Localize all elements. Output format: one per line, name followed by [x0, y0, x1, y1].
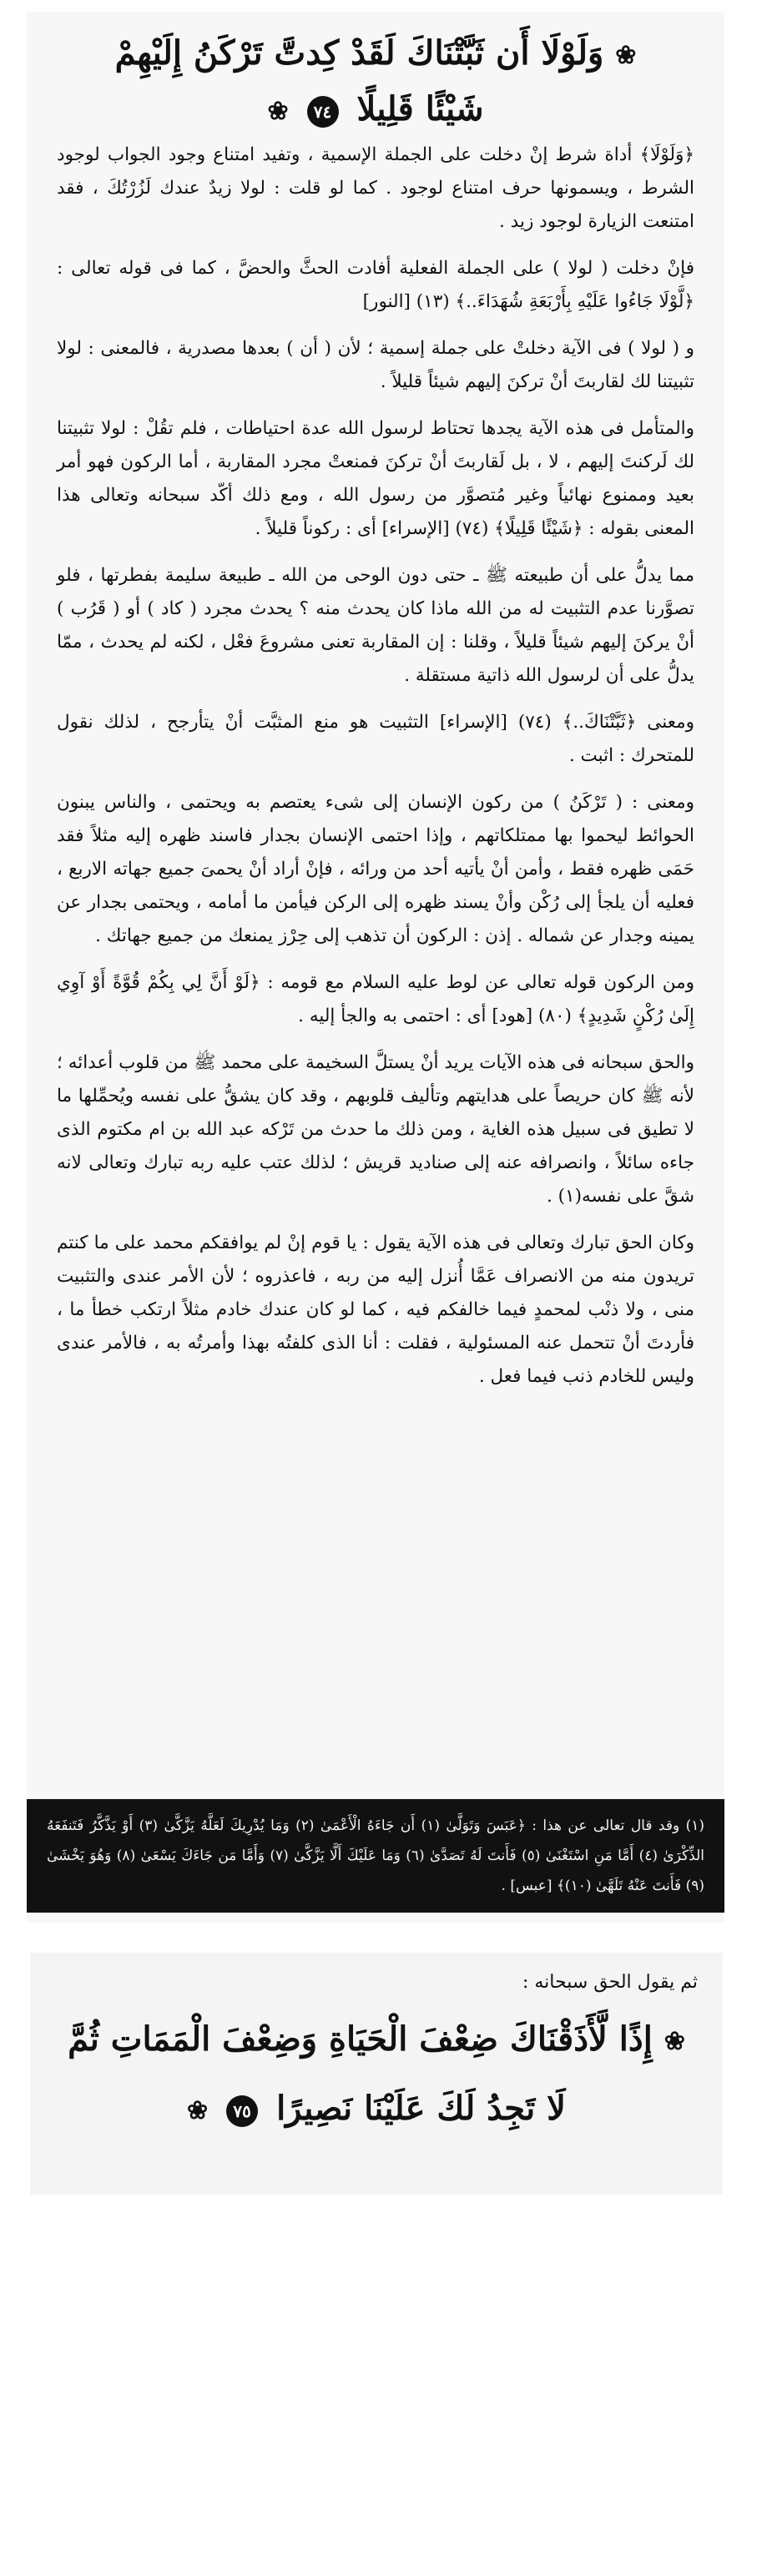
paragraph: فإنْ دخلت ( لولا ) على الجملة الفعلية أفادت الحثَّ والحضَّ ، كما فى قوله تعالى : ﴿لَّوْلَا جَاءُوا عَلَيْهِ بِأَرْبَعَةِ شُهَدَاءَ..﴾ (١٣) [النور] — [57, 258, 694, 312]
verse-heading-line1 — [57, 27, 694, 83]
next-verse-text: إِذًا لَّأَذَقْنَاكَ ضِعْفَ الْحَيَاةِ وَضِعْفَ الْمَمَاتِ ثُمَّ — [68, 2019, 653, 2059]
verse-heading-text-2: شَيْئًا قَلِيلًا — [356, 89, 484, 129]
next-verse-text-2: لَا تَجِدُ لَكَ عَلَيْنَا نَصِيرًا — [276, 2089, 566, 2128]
verse-ornament-icon: ❀ — [615, 41, 637, 70]
verse-ornament-end-icon: ❀ — [267, 97, 289, 126]
next-verse-line1 — [55, 2006, 698, 2075]
next-verse-number-badge: ٧٥ — [226, 2095, 258, 2127]
next-verse-ornament-end-icon: ❀ — [187, 2096, 209, 2125]
footnote-text: (١) وقد قال تعالى عن هذا : ﴿عَبَسَ وَتَوَلَّىٰ (١) أَن جَاءَهُ الْأَعْمَىٰ (٢) وَمَا يُدْرِيكَ لَعَلَّهُ يَزَّكَّىٰ (٣) أَوْ يَذَّكَّرُ فَتَنفَعَهُ الذِّكْرَىٰ (٤) أَمَّا مَنِ اسْتَغْنَىٰ (٥) فَأَنتَ لَهُ تَصَدَّىٰ (٦) وَمَا عَلَيْكَ أَلَّا يَزَّكَّىٰ (٧) وَأَمَّا مَن جَاءَكَ يَسْعَىٰ (٨) وَهُوَ يَخْشَىٰ (٩) فَأَنتَ عَنْهُ تَلَهَّىٰ (١٠)﴾ [عبس] . — [47, 1817, 704, 1894]
verse-heading-text: وَلَوْلَا أَن ثَبَّتْنَاكَ لَقَدْ كِدتَّ تَرْكَنُ إِلَيْهِمْ — [114, 33, 604, 73]
next-verse-box — [30, 1953, 723, 2195]
verse-heading-line2 — [57, 83, 694, 139]
next-verse-line2 — [55, 2075, 698, 2145]
verse-number-badge: ٧٤ — [307, 96, 339, 128]
paragraph: والحق سبحانه فى هذه الآيات يريد أنْ يستلَّ السخيمة على محمد ﷺ من قلوب أعدائه ؛ لأنه ﷺ كان حريصاً على هدايتهم وتأليف قلوبهم ، وقد كان يشقُّ على نفسه ويُحمِّلها ما لا تطيق فى سبيل هذه الغاية ، ومن ذلك ما حدث من تَرْكه عبد الله بن ام مكتوم الذى جاءه سائلاً ، وانصرافه عنه إلى صناديد قريش ؛ لذلك عتب عليه ربه تبارك وتعالى لانه شقَّ على نفسه(١) . — [57, 1052, 694, 1207]
paragraph: ومعنى : ( تَرْكَنُ ) من ركون الإنسان إلى شىء يعتصم به ويحتمى ، والناس يبنون الحوائط ليحموا بها ممتلكاتهم ، وإذا احتمى الإنسان بجدار فاسند ظهره إليه مثلاً فقد حَمَى ظهره فقط ، وأمن أنْ يأتيه أحد من ورائه ، فإنْ أراد أنْ يحمىَ جميع جهاته الاربع ، فعليه أن يلجأ إلى رُكْن وأنْ يسند ظهره إلى الركن فيأمن ما أمامه ، ويحتمى بجدار عن يمينه وجدار عن شماله . إذن : الركون أن تذهب إلى حِرْز يمنعك من جميع جهاتك . — [57, 792, 694, 946]
paragraph: مما يدلُّ على أن طبيعته ﷺ ـ حتى دون الوحى من الله ـ طبيعة سليمة بفطرتها ، فلو تصوَّرنا عدم التثبيت له من الله ماذا كان يحدث منه ؟ يحدث مجرد ( كاد ) أو ( قَرُب ) أنْ يركنَ إليهم شيئاً قليلاً ، وقلنا : إن المقاربة تعنى مشروعَ فعْل ، لكنه لم يحدث ، ممّا يدلُّ على أن لرسول الله ذاتية مستقلة . — [57, 565, 694, 686]
paragraph: والمتأمل فى هذه الآية يجدها تحتاط لرسول الله عدة احتياطات ، فلم تقُلْ : لولا تثبيتنا لك لَركنتَ إليهم ، لا ، بل لَقاربتَ أنْ تركنَ فمنعتْ مجرد المقاربة ، أما الركون فهو أمر بعيد وممنوع نهائياً وغير مُتصوَّر من رسول الله ، ومع ذلك أكّد سبحانه وتعالى هذا المعنى بقوله : ﴿شَيْئًا قَلِيلًا﴾ (٧٤) [الإسراء] أى : ركوناً قليلاً . — [57, 418, 694, 539]
commentary-page — [27, 12, 724, 1923]
paragraph: ﴿وَلَوْلَا﴾ أداة شرط إنْ دخلت على الجملة الإسمية ، وتفيد امتناع وجود الجواب لوجود الشرط ، ويسمونها حرف امتناع لوجود . كما لو قلت : لولا زيدٌ عندك لَزُرْتُكَ ، فقد امتنعت الزيارة لوجود زيد . — [57, 144, 694, 232]
paragraph: وكان الحق تبارك وتعالى فى هذه الآية يقول : يا قوم إنْ لم يوافقكم محمد على ما كنتم تريدون منه من الانصراف عَمَّا أُنزل إليه من ربه ، فاعذروه ؛ لأن الأمر عندى والتثبيت منى ، ولا ذنْب لمحمدٍ فيما خالفكم فيه ، كما لو كان عندك خادم مثلاً ارتكب خطأ ما ، فأردتَ أنْ تتحمل عنه المسئولية ، فقلت : أنا الذى كلفتُه بهذا وأمرتُه به ، فالأمر عندى وليس للخادم ذنب فيما فعل . — [57, 1233, 694, 1387]
paragraph: ومن الركون قوله تعالى عن لوط عليه السلام مع قومه : ﴿لَوْ أَنَّ لِي بِكُمْ قُوَّةً أَوْ آوِي إِلَىٰ رُكْنٍ شَدِيدٍ﴾ (٨٠) [هود] أى : احتمى به والجأ إليه . — [57, 972, 694, 1026]
next-verse-ornament-icon: ❀ — [663, 2027, 685, 2056]
paragraph: و ( لولا ) فى الآية دخلتْ على جملة إسمية ؛ لأن ( أن ) بعدها مصدرية ، فالمعنى : لولا تثبيتنا لك لقاربتَ أنْ تركنَ إليهم شيئاً قليلاً . — [57, 338, 694, 392]
paragraph: ومعنى ﴿ثَبَّتْنَاكَ..﴾ (٧٤) [الإسراء] التثبيت هو منع المثبَّت أنْ يتأرجح ، لذلك نقول للمتحرك : اثبت . — [57, 712, 694, 766]
next-verse-intro: ثم يقول الحق سبحانه : — [522, 1972, 698, 1993]
footnote-box — [27, 1799, 724, 1913]
